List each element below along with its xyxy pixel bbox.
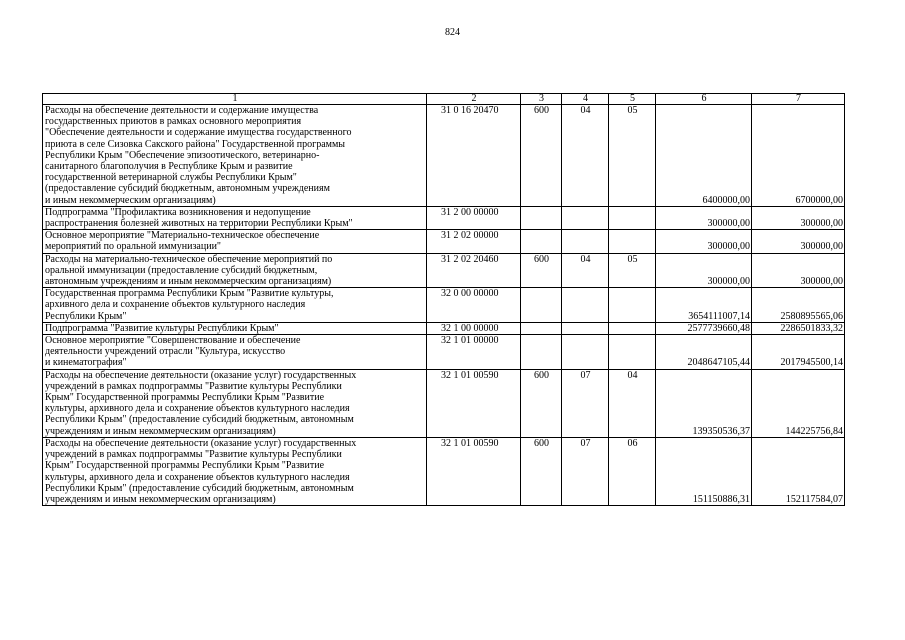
table-row (43, 369, 845, 437)
expense-type-code: 600 (521, 105, 562, 207)
table-row (43, 335, 845, 370)
expense-type-code (521, 288, 562, 323)
subsection-code: 04 (609, 369, 656, 437)
column-header: 2 (427, 94, 521, 105)
page-number: 824 (445, 27, 460, 38)
section-code: 07 (562, 369, 609, 437)
column-header: 1 (43, 94, 427, 105)
table-row (43, 206, 845, 229)
amount-year-1: 2048647105,44 (656, 335, 752, 370)
section-code: 04 (562, 105, 609, 207)
amount-year-2: 2286501833,32 (752, 322, 845, 334)
row-name-cell: Подпрограмма "Профилактика возникновения и недопущение распространения болезней животных на территории Республики Крым" (43, 206, 427, 229)
subsection-code (609, 322, 656, 334)
target-article-code: 31 2 02 20460 (427, 253, 521, 288)
row-name-cell: Основное мероприятие "Совершенствование и обеспечение деятельности учреждений отрасли "Культура, искусство и кинематография" (43, 335, 427, 370)
target-article-code: 31 2 00 00000 (427, 206, 521, 229)
table-header-row (43, 94, 845, 105)
target-article-code: 32 1 01 00590 (427, 437, 521, 505)
amount-year-1: 151150886,31 (656, 437, 752, 505)
subsection-code (609, 335, 656, 370)
subsection-code: 05 (609, 253, 656, 288)
table-row (43, 322, 845, 334)
subsection-code (609, 288, 656, 323)
target-article-code: 32 0 00 00000 (427, 288, 521, 323)
amount-year-1: 300000,00 (656, 253, 752, 288)
target-article-code: 32 1 01 00590 (427, 369, 521, 437)
subsection-code: 06 (609, 437, 656, 505)
section-code (562, 288, 609, 323)
row-name-cell: Расходы на обеспечение деятельности (оказание услуг) государственных учреждений в рамках подпрограммы "Развитие культуры Республики Крым" Государственной программы Республики Крым "Развитие культуры, архивного дела и сохранение объектов культурного наследия Республики Крым" (предоставление субсидий бюджетным, автономным учреждениям и иным некоммерческим организациям) (43, 437, 427, 505)
column-header: 7 (752, 94, 845, 105)
target-article-code: 32 1 01 00000 (427, 335, 521, 370)
expense-type-code (521, 206, 562, 229)
amount-year-1: 139350536,37 (656, 369, 752, 437)
expense-type-code: 600 (521, 253, 562, 288)
amount-year-2: 2017945500,14 (752, 335, 845, 370)
amount-year-1: 300000,00 (656, 230, 752, 253)
row-name-cell: Основное мероприятие "Материально-техническое обеспечение мероприятий по оральной иммунизации" (43, 230, 427, 253)
amount-year-1: 2577739660,48 (656, 322, 752, 334)
subsection-code (609, 206, 656, 229)
row-name-cell: Подпрограмма "Развитие культуры Республики Крым" (43, 322, 427, 334)
subsection-code (609, 230, 656, 253)
table-row (43, 230, 845, 253)
target-article-code: 32 1 00 00000 (427, 322, 521, 334)
table-row (43, 105, 845, 207)
target-article-code: 31 2 02 00000 (427, 230, 521, 253)
expense-type-code (521, 230, 562, 253)
amount-year-1: 300000,00 (656, 206, 752, 229)
section-code: 07 (562, 437, 609, 505)
row-name-cell: Государственная программа Республики Крым "Развитие культуры, архивного дела и сохранение объектов культурного наследия Республики Крым" (43, 288, 427, 323)
table-row (43, 437, 845, 505)
section-code: 04 (562, 253, 609, 288)
section-code (562, 230, 609, 253)
amount-year-2: 6700000,00 (752, 105, 845, 207)
row-name-cell: Расходы на обеспечение деятельности и содержание имущества государственных приютов в рамках основного мероприятия "Обеспечение деятельности и содержание имущества государственного приюта в селе Сизовка Сакского района" Государственной программы Республики Крым "Обеспечение эпизоотического, ветеринарно- санитарного благополучия в Республике Крым и развитие государственной ветеринарной службы Республики Крым" (предоставление субсидий бюджетным, автономным учреждениям и иным некоммерческим организациям) (43, 105, 427, 207)
expense-type-code (521, 335, 562, 370)
expense-type-code: 600 (521, 437, 562, 505)
budget-table (42, 93, 845, 506)
target-article-code: 31 0 16 20470 (427, 105, 521, 207)
column-header: 3 (521, 94, 562, 105)
subsection-code: 05 (609, 105, 656, 207)
amount-year-2: 300000,00 (752, 206, 845, 229)
amount-year-2: 300000,00 (752, 230, 845, 253)
table-row (43, 288, 845, 323)
amount-year-1: 6400000,00 (656, 105, 752, 207)
column-header: 4 (562, 94, 609, 105)
column-header: 5 (609, 94, 656, 105)
table-row (43, 253, 845, 288)
expense-type-code (521, 322, 562, 334)
row-name-cell: Расходы на материально-техническое обеспечение мероприятий по оральной иммунизации (предоставление субсидий бюджетным, автономным учреждениям и иным некоммерческим организациям) (43, 253, 427, 288)
column-header: 6 (656, 94, 752, 105)
section-code (562, 206, 609, 229)
amount-year-2: 144225756,84 (752, 369, 845, 437)
section-code (562, 322, 609, 334)
amount-year-1: 3654111007,14 (656, 288, 752, 323)
section-code (562, 335, 609, 370)
amount-year-2: 152117584,07 (752, 437, 845, 505)
row-name-cell: Расходы на обеспечение деятельности (оказание услуг) государственных учреждений в рамках подпрограммы "Развитие культуры Республики Крым" Государственной программы Республики Крым "Развитие культуры, архивного дела и сохранение объектов культурного наследия Республики Крым" (предоставление субсидий бюджетным, автономным учреждениям и иным некоммерческим организациям) (43, 369, 427, 437)
amount-year-2: 2580895565,06 (752, 288, 845, 323)
expense-type-code: 600 (521, 369, 562, 437)
amount-year-2: 300000,00 (752, 253, 845, 288)
